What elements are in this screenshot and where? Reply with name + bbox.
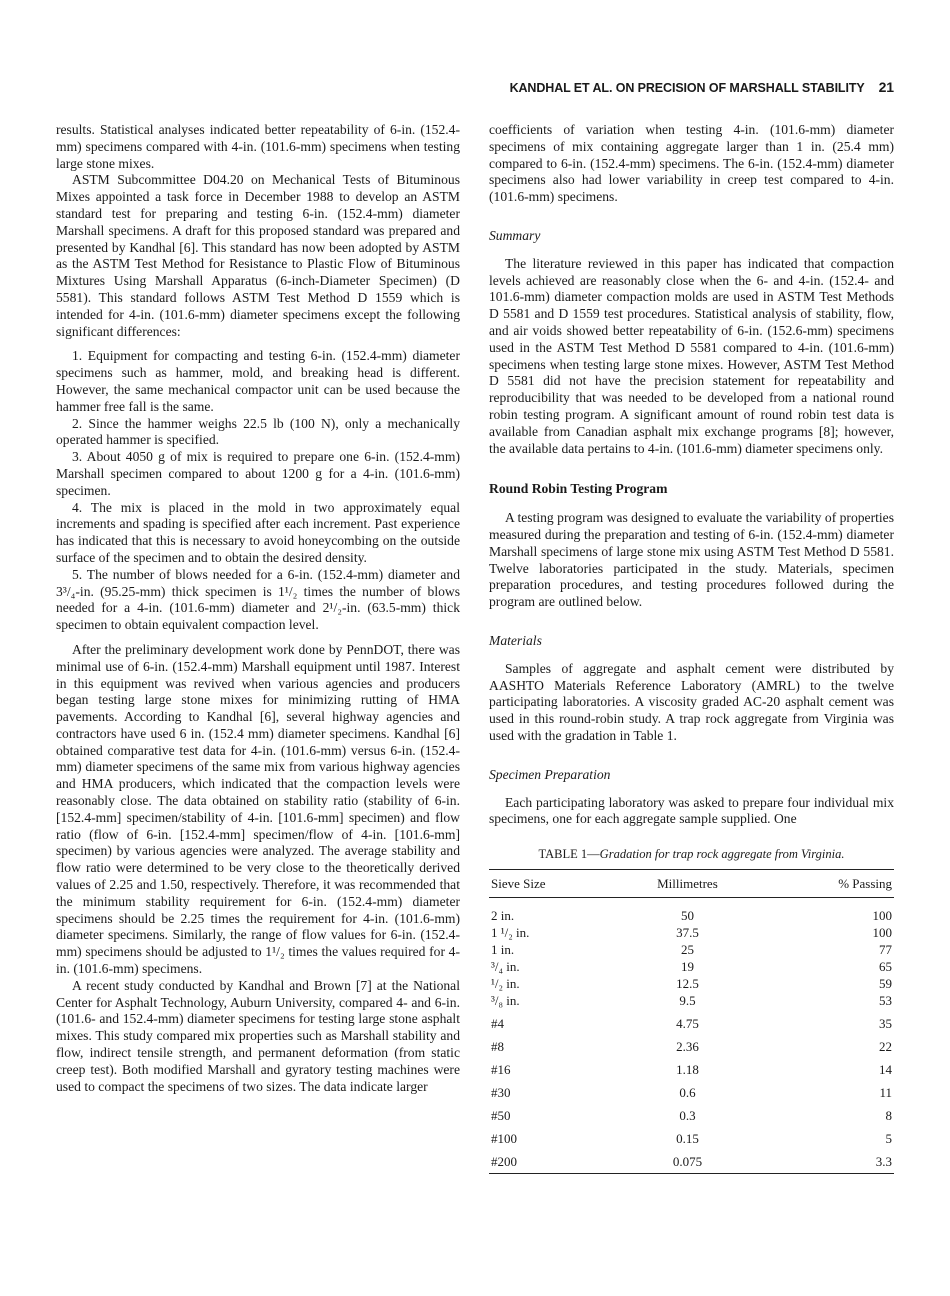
- list-item: 2. Since the hammer weighs 22.5 lb (100 N), only a mechanically operated hammer is specified.: [56, 415, 460, 448]
- table-cell: 0.15: [676, 1130, 699, 1146]
- paragraph: coefficients of variation when testing 4-in. (101.6-mm) diameter specimens of mix containing aggregate larger than 1 in. (25.4 mm) compared to 6-in. (152.4-mm) specimens. The 6-in. (152.4-mm) diameter specimens also had lower variability in creep test compared to 4-in. (101.6-mm) specimens.: [489, 122, 894, 205]
- table-row: [489, 1009, 894, 1032]
- table-cell: 8: [885, 1107, 892, 1123]
- table-cell: ³/₄ in.: [491, 958, 520, 974]
- table-cell: 37.5: [676, 924, 699, 940]
- table-cell: 1.18: [676, 1061, 699, 1077]
- table-cell: 12.5: [676, 975, 699, 991]
- table-cell: 59: [879, 975, 892, 991]
- table-cell: 50: [680, 907, 694, 923]
- table-cell: #50: [491, 1107, 511, 1123]
- table-row: [489, 1147, 894, 1174]
- table-cell: 11: [879, 1084, 892, 1100]
- section-heading-materials: Materials: [489, 632, 542, 648]
- table-caption: [489, 846, 894, 863]
- paragraph: The literature reviewed in this paper has indicated that compaction levels achieved are reasonably close when the 6- and 4-in. (152.4- and 101.6-mm) diameter compaction molds are used in ASTM Test Methods D 5581 and D 1559 test procedures. Statistical analysis of stability, flow, and air voids showed better repeatability of 6-in. (152.6-mm) specimens used in the ASTM Test Method D 5581 compared to 4-in. (101.6-mm) specimens when testing large stone mixes. However, ASTM Test Method D 5581 did not have the precision statement for repeatability and reproducibility that was needed to be developed from a national round robin testing program. A significant amount of round robin test data is available from Canadian asphalt mix exchange programs [8]; however, the available data pertains to 4-in. (101.6-mm) diameter specimens only.: [489, 255, 894, 456]
- table-row: [489, 941, 894, 958]
- table-cell: #4: [491, 1015, 504, 1031]
- table-cell: 4.75: [676, 1015, 699, 1031]
- table-row: [489, 992, 894, 1009]
- section-heading-round-robin: Round Robin Testing Program: [489, 481, 668, 497]
- table-cell: ¹/₂ in.: [491, 975, 520, 991]
- right-column: [489, 122, 894, 1174]
- table-row: [489, 1078, 894, 1101]
- table-cell: 9.5: [679, 992, 696, 1008]
- table-header-row: [489, 869, 894, 897]
- table-cell: 77: [879, 941, 892, 957]
- table-cell: #16: [491, 1061, 511, 1077]
- table-row: [489, 1032, 894, 1055]
- table-row: [489, 1055, 894, 1078]
- list-item: 3. About 4050 g of mix is required to prepare one 6-in. (152.4-mm) Marshall specimen compared to about 1200 g for a 4-in. (101.6-mm) specimen.: [56, 449, 460, 498]
- table-cell: 2 in.: [491, 907, 515, 923]
- table-cell: 0.3: [679, 1107, 696, 1123]
- table-cell: 2.36: [676, 1038, 699, 1054]
- table-cell: 100: [872, 907, 892, 923]
- table-cell: 35: [879, 1015, 892, 1031]
- table-row: [489, 958, 894, 975]
- table-cell: 14: [879, 1061, 892, 1077]
- list-item: 4. The mix is placed in the mold in two approximately equal increments and spading is specified after each increment. Past experience has indicated that this is necessary to avoid honeycombing on the outside surface of the specimen and to obtain the desired density.: [56, 499, 460, 565]
- table-label: TABLE 1—: [538, 847, 600, 862]
- paragraph: A testing program was designed to evaluate the variability of properties measured during the preparation and testing of 6-in. (152.4-mm) diameter Marshall specimens of large stone mix using ASTM Test Method D 5581. Twelve laboratories participated in the study. Materials, specimen preparation procedures, and testing procedures followed during the program are outlined below.: [489, 510, 894, 610]
- paragraph: A recent study conducted by Kandhal and Brown [7] at the National Center for Asphalt Technology, Auburn University, compared 4- and 6-in. (101.6- and 152.4-mm) diameter specimens for testing large stone asphalt mixes. This study compared mix properties such as Marshall stability and flow, indirect tensile strength, and permanent deformation (from static creep test). Both modified Marshall and gyratory testing machines were used to compact the specimens of two sizes. The data indicate larger: [56, 977, 460, 1094]
- table-cell: 1 ¹/₂ in.: [491, 924, 530, 940]
- table-cell: 53: [879, 992, 892, 1008]
- table-row: [489, 1124, 894, 1147]
- paragraph: results. Statistical analyses indicated better repeatability of 6-in. (152.4-mm) specimens compared with 4-in. (101.6-mm) specimens when testing large stone mixes.: [56, 122, 460, 171]
- table-cell: 100: [872, 924, 892, 940]
- table-cell: 65: [879, 958, 892, 974]
- column-header: Sieve Size: [489, 869, 627, 897]
- paragraph: Each participating laboratory was asked to prepare four individual mix specimens, one for each aggregate sample supplied. One: [489, 794, 894, 827]
- table-row: [489, 897, 894, 924]
- column-header: % Passing: [748, 869, 894, 897]
- table-cell: 25: [680, 941, 694, 957]
- paragraph: ASTM Subcommittee D04.20 on Mechanical Tests of Bituminous Mixes appointed a task force in December 1988 to develop an ASTM standard test for preparing and testing 6-in. (152.4-mm) diameter Marshall specimens. A draft for this proposed standard was prepared and presented by Kandhal [6]. This standard has now been adopted by ASTM as the ASTM Test Method for Resistance to Plastic Flow of Bituminous Mixtures Using Marshall Apparatus (6-inch-Diameter Specimen) (D 5581). This standard follows ASTM Test Method D 1559 which is intended for 4-in. (101.6-mm) diameter specimens except the following significant differences:: [56, 172, 460, 339]
- table-cell: 5: [885, 1130, 892, 1146]
- table-cell: 19: [680, 958, 694, 974]
- paragraph: Samples of aggregate and asphalt cement were distributed by AASHTO Materials Reference Laboratory (AMRL) to the twelve participating laboratories. A viscosity graded AC-20 asphalt cement was used in this round-robin study. A trap rock aggregate from Virginia was used with the gradation in Table 1.: [489, 660, 894, 743]
- table-cell: #100: [491, 1130, 517, 1146]
- column-header: Millimetres: [627, 869, 749, 897]
- table-cell: ³/₈ in.: [491, 992, 520, 1008]
- running-title: KANDHAL ET AL. ON PRECISION OF MARSHALL STABILITY: [509, 81, 865, 95]
- table-row: [489, 1101, 894, 1124]
- table-title: Gradation for trap rock aggregate from Virginia.: [599, 847, 845, 862]
- table-cell: #8: [491, 1038, 504, 1054]
- section-heading-specimen-preparation: Specimen Preparation: [489, 766, 611, 782]
- page-number: 21: [878, 79, 894, 95]
- table-cell: 0.6: [679, 1084, 696, 1100]
- table-row: [489, 924, 894, 941]
- left-column: [56, 122, 460, 1095]
- table-cell: 1 in.: [491, 941, 515, 957]
- table-cell: 3.3: [748, 1147, 894, 1174]
- table-cell: 0.075: [627, 1147, 749, 1174]
- paragraph: After the preliminary development work done by PennDOT, there was minimal use of 6-in. (152.4-mm) Marshall equipment until 1987. Interest in this equipment was revived when various agencies and producers began testing large stone mixes for minimizing rutting of HMA pavements. According to Kandhal [6], several highway agencies and contractors have used 6 in. (152.4 mm) diameter specimens. Kandhal [6] obtained comparative test data for 4-in. (101.6-mm) versus 6-in. (152.4-mm) diameter specimens of the same mix from various highway agencies and HMA producers, which indicated that the compaction levels were reasonably close. The data obtained on stability ratio (stability of 6-in. [152.4-mm] specimen/stability of 4-in. [101.6-mm] specimen) and flow ratio (flow of 6-in. [152.4-mm] specimen/flow of 4-in. [101.6-mm] specimen) by various agencies were analyzed. The average stability and flow ratio were determined to be very close to the theoretically derived values of 2.25 and 1.50, respectively. Therefore, it was recommended that the minimum stability requirement for 6-in. (152.4-mm) diameter specimens should be 2.25 times the requirement for 4-in. (101.6-mm) diameter specimens. Similarly, the range of flow values for 6-in. (152.4-mm) specimens should be adjusted to 1¹/₂ times the values required for 4-in. (101.6-mm) specimens.: [56, 641, 460, 977]
- gradation-table: [489, 869, 894, 1174]
- table-cell: 22: [879, 1038, 892, 1054]
- table-cell: #200: [489, 1147, 627, 1174]
- running-head: [510, 79, 894, 95]
- list-item: 5. The number of blows needed for a 6-in. (152.4-mm) diameter and 3³/₄-in. (95.25-mm) thick specimen is 1¹/₂ times the number of blows needed for a 4-in. (101.6-mm) diameter and 2¹/₂-in. (63.5-mm) thick specimen to obtain equivalent compaction level.: [56, 566, 460, 633]
- table-row: [489, 975, 894, 992]
- table-cell: #30: [491, 1084, 511, 1100]
- list-item: 1. Equipment for compacting and testing 6-in. (152.4-mm) diameter specimens such as hammer, mold, and breaking head is different. However, the same mechanical compactor unit can be used because the hammer free fall is the same.: [56, 348, 460, 414]
- section-heading-summary: Summary: [489, 227, 541, 243]
